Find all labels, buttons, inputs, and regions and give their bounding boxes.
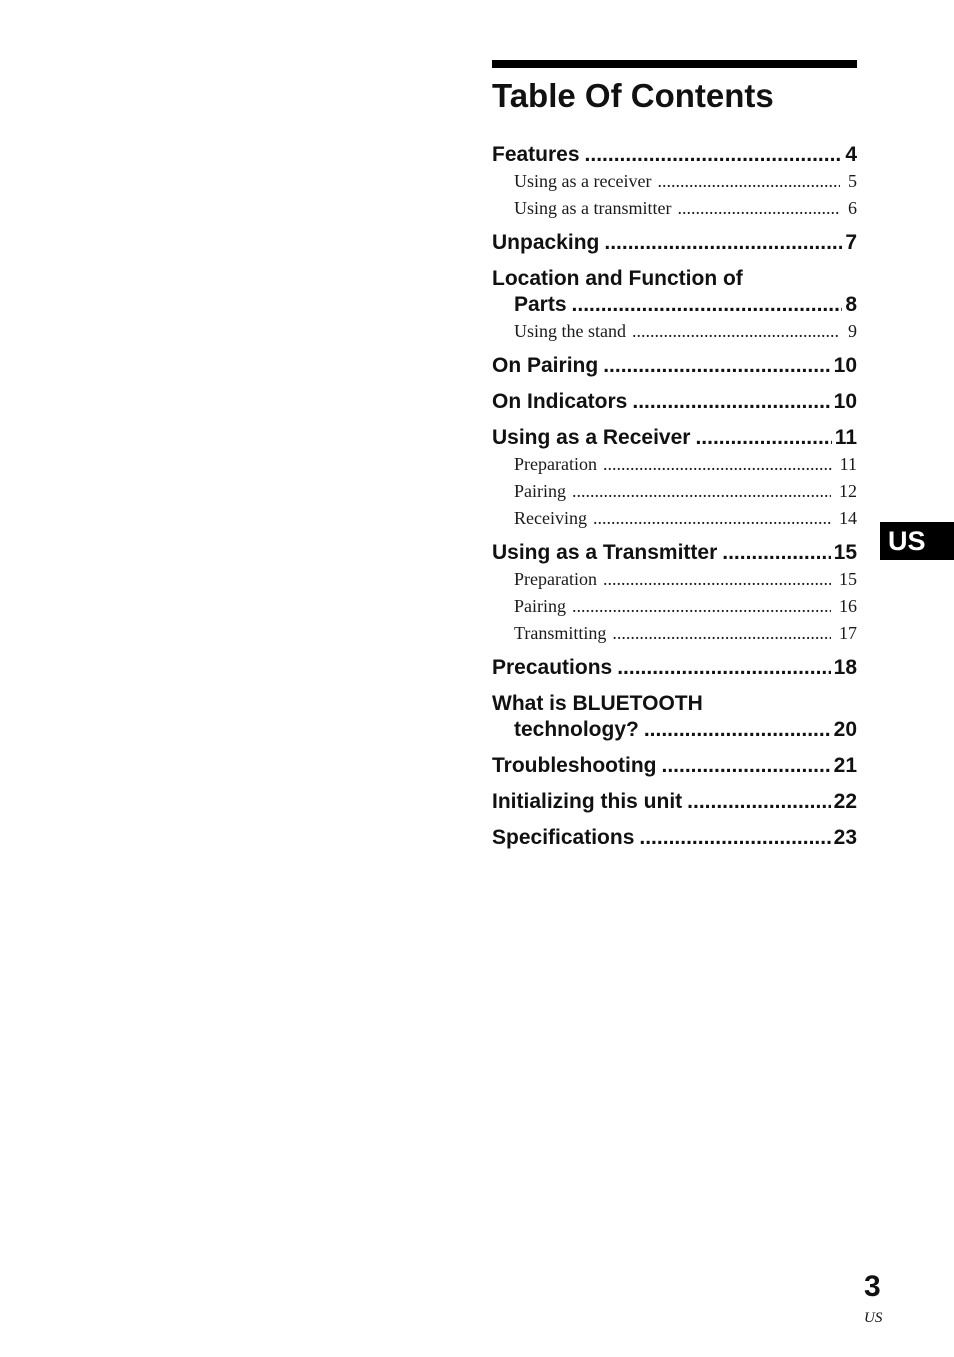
table-of-contents — [492, 142, 857, 851]
dot-leader — [604, 230, 842, 256]
toc-entry-on-indicators[interactable] — [492, 389, 857, 415]
toc-page: 22 — [833, 790, 857, 813]
toc-page: 10 — [833, 354, 857, 377]
page-title: Table Of Contents — [492, 77, 774, 114]
toc-label: Pairing — [514, 596, 566, 616]
toc-label: Preparation — [514, 454, 597, 474]
toc-label-continued: technology? — [514, 718, 639, 741]
toc-label: On Indicators — [492, 390, 628, 413]
dot-leader — [617, 655, 830, 681]
toc-label: Initializing this unit — [492, 790, 683, 813]
toc-label-continued: Parts — [514, 293, 567, 316]
toc-page: 5 — [848, 171, 857, 191]
dot-leader — [632, 318, 840, 345]
toc-entry-receiver-preparation[interactable] — [492, 451, 857, 478]
toc-page: 6 — [848, 198, 857, 218]
dot-leader — [603, 566, 831, 593]
toc-page: 18 — [833, 656, 857, 679]
toc-entry-troubleshooting[interactable] — [492, 753, 857, 779]
dot-leader — [603, 451, 832, 478]
toc-entry-location-and-function[interactable] — [492, 266, 857, 318]
toc-page: 12 — [839, 481, 857, 501]
page-number: 3 — [864, 1270, 881, 1303]
dot-leader — [572, 292, 843, 318]
dot-leader — [722, 540, 830, 566]
toc-label: Precautions — [492, 656, 613, 679]
toc-page: 17 — [839, 623, 857, 643]
toc-label: Using the stand — [514, 321, 626, 341]
toc-page: 9 — [848, 321, 857, 341]
title-rule — [492, 60, 857, 68]
dot-leader — [632, 389, 830, 415]
dot-leader — [644, 717, 831, 743]
toc-label: Specifications — [492, 826, 635, 849]
toc-label: Location and Function of — [492, 267, 743, 290]
dot-leader — [639, 825, 830, 851]
dot-leader — [572, 478, 831, 505]
toc-label: Using as a transmitter — [514, 198, 672, 218]
toc-page: 23 — [833, 826, 857, 849]
page-code: US — [864, 1310, 883, 1326]
dot-leader — [612, 620, 831, 647]
dot-leader — [687, 789, 830, 815]
toc-entry-precautions[interactable] — [492, 655, 857, 681]
dot-leader — [657, 168, 840, 195]
toc-entry-features[interactable] — [492, 142, 857, 168]
dot-leader — [661, 753, 830, 779]
toc-label: Pairing — [514, 481, 566, 501]
toc-entry-using-as-transmitter[interactable] — [492, 195, 857, 222]
toc-page: 8 — [845, 293, 857, 316]
toc-label: Transmitting — [514, 623, 607, 643]
dot-leader — [677, 195, 840, 222]
toc-page: 14 — [839, 508, 857, 528]
toc-page: 11 — [834, 426, 857, 449]
toc-label: Using as a Transmitter — [492, 541, 718, 564]
toc-label: Using as a receiver — [514, 171, 652, 191]
toc-entry-on-pairing[interactable] — [492, 353, 857, 379]
toc-page: 16 — [839, 596, 857, 616]
toc-entry-unpacking[interactable] — [492, 230, 857, 256]
toc-entry-using-as-a-receiver[interactable] — [492, 425, 857, 451]
dot-leader — [572, 593, 831, 620]
toc-entry-initializing[interactable] — [492, 789, 857, 815]
toc-entry-receiving[interactable] — [492, 505, 857, 532]
toc-label: Troubleshooting — [492, 754, 657, 777]
toc-entry-transmitting[interactable] — [492, 620, 857, 647]
toc-label: Receiving — [514, 508, 587, 528]
toc-page: 10 — [833, 390, 857, 413]
toc-entry-using-as-receiver[interactable] — [492, 168, 857, 195]
toc-entry-receiver-pairing[interactable] — [492, 478, 857, 505]
language-tab: US — [880, 522, 954, 560]
toc-entry-what-is-bluetooth[interactable] — [492, 691, 857, 743]
toc-label: Preparation — [514, 569, 597, 589]
toc-entry-using-as-a-transmitter[interactable] — [492, 540, 857, 566]
toc-entry-transmitter-pairing[interactable] — [492, 593, 857, 620]
toc-entry-transmitter-preparation[interactable] — [492, 566, 857, 593]
dot-leader — [695, 425, 831, 451]
toc-label: What is BLUETOOTH — [492, 692, 703, 715]
toc-page: 4 — [845, 143, 857, 166]
toc-page: 15 — [833, 541, 857, 564]
toc-label: On Pairing — [492, 354, 599, 377]
toc-label: Using as a Receiver — [492, 426, 691, 449]
dot-leader — [585, 142, 843, 168]
toc-entry-using-the-stand[interactable] — [492, 318, 857, 345]
toc-page: 15 — [839, 569, 857, 589]
toc-label: Unpacking — [492, 231, 600, 254]
toc-entry-specifications[interactable] — [492, 825, 857, 851]
toc-page: 21 — [833, 754, 857, 777]
toc-page: 20 — [833, 718, 857, 741]
toc-page: 7 — [845, 231, 857, 254]
dot-leader — [593, 505, 831, 532]
dot-leader — [603, 353, 830, 379]
toc-label: Features — [492, 143, 580, 166]
toc-page: 11 — [839, 454, 857, 474]
